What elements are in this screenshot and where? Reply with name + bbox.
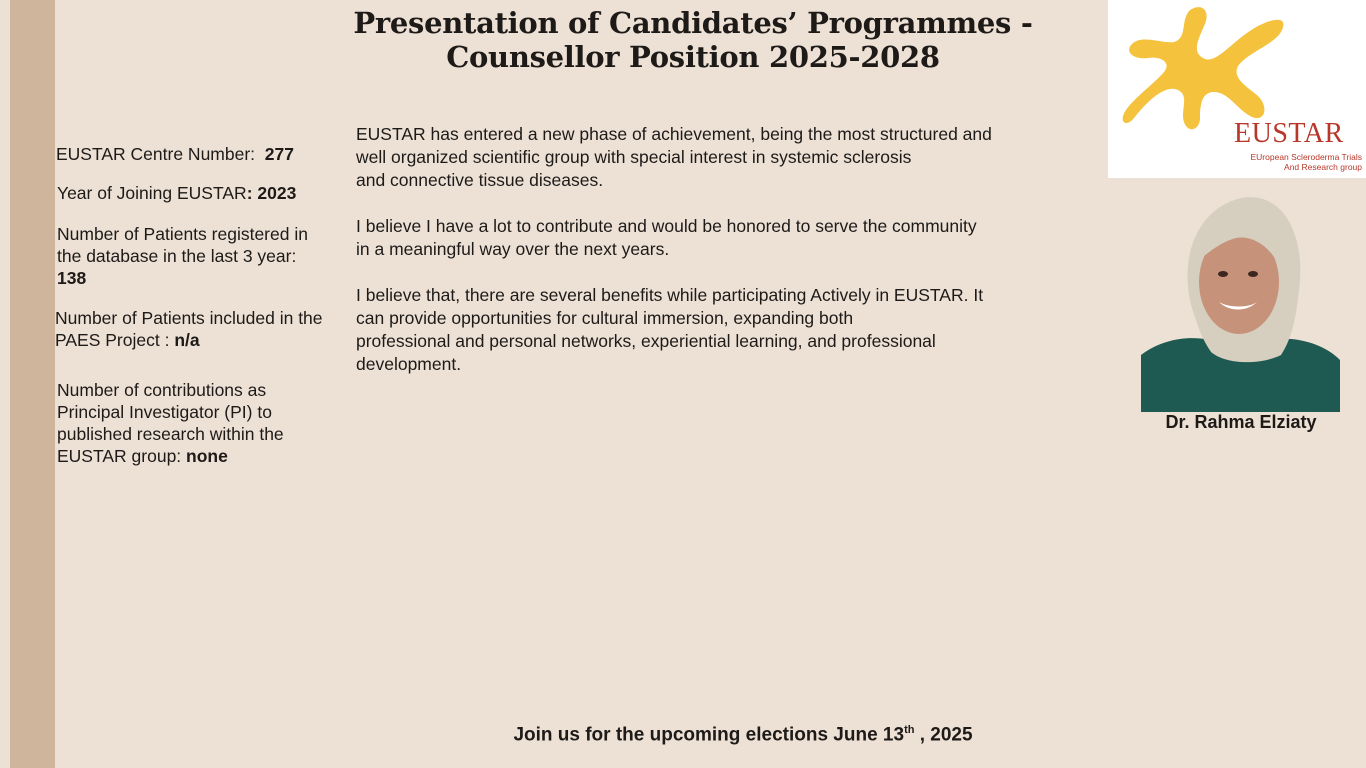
- election-footer: [420, 724, 1066, 746]
- logo-subtitle: [1222, 152, 1362, 172]
- title-line-1: Presentation of Candidates’ Programmes -: [353, 6, 1033, 40]
- p3-line-4: development.: [356, 354, 462, 374]
- paragraph-3: [356, 284, 1096, 376]
- stat-pi-label: Number of contributions as Principal Investigator (PI) to published research within the EUSTAR group:: [57, 380, 284, 466]
- stat-centre-label: EUSTAR Centre Number:: [56, 144, 265, 164]
- page-title: [330, 6, 1056, 74]
- candidate-name: Dr. Rahma Elziaty: [1165, 412, 1317, 432]
- p1-line-3: and connective tissue diseases.: [356, 170, 604, 190]
- footer-tail: , 2025: [914, 724, 973, 746]
- p1-line-1: EUSTAR has entered a new phase of achievement, being the most structured and: [356, 124, 992, 144]
- stat-paes-label: Number of Patients included in the PAES Project :: [55, 308, 323, 350]
- side-accent-bar: [10, 0, 55, 768]
- logo-subtitle-line-1: EUropean Scleroderma Trials: [1250, 152, 1362, 162]
- stat-patients-label: Number of Patients registered in the database in the last 3 year:: [57, 224, 308, 266]
- p3-line-3: professional and personal networks, experiential learning, and professional: [356, 331, 936, 351]
- stat-centre-number: [56, 143, 331, 165]
- stat-pi-contributions: [57, 379, 319, 467]
- p2-line-1: I believe I have a lot to contribute and would be honored to serve the community: [356, 216, 977, 236]
- paragraph-1: [356, 123, 1096, 192]
- stat-joining-label: Year of Joining EUSTAR: [57, 183, 247, 203]
- logo-wordmark: EUSTAR: [1234, 118, 1344, 149]
- paragraph-2: [356, 215, 1096, 261]
- p2-line-2: in a meaningful way over the next years.: [356, 239, 670, 259]
- candidate-photo: [1141, 190, 1340, 412]
- p1-line-2: well organized scientific group with special interest in systemic sclerosis: [356, 147, 912, 167]
- stat-patients-value: 138: [57, 268, 87, 288]
- stat-joining-value: : 2023: [246, 183, 297, 203]
- footer-text: Join us for the upcoming elections June 13: [513, 724, 905, 746]
- stat-patients-registered: [57, 223, 325, 289]
- p3-line-2: can provide opportunities for cultural immersion, expanding both: [356, 308, 854, 328]
- left-margin: [0, 0, 10, 768]
- stat-year-joining: [57, 182, 332, 204]
- stat-paes-value: n/a: [174, 330, 200, 350]
- stat-pi-value: none: [186, 446, 228, 466]
- p3-line-1: I believe that, there are several benefits while participating Actively in EUSTAR. It: [356, 285, 984, 305]
- logo-subtitle-line-2: And Research group: [1284, 162, 1362, 172]
- stat-centre-value: 277: [264, 144, 294, 164]
- stat-paes-project: [55, 307, 330, 351]
- title-line-2: Counsellor Position 2025-2028: [446, 40, 940, 74]
- footer-sup: th: [904, 724, 915, 736]
- programme-text: [356, 123, 1096, 399]
